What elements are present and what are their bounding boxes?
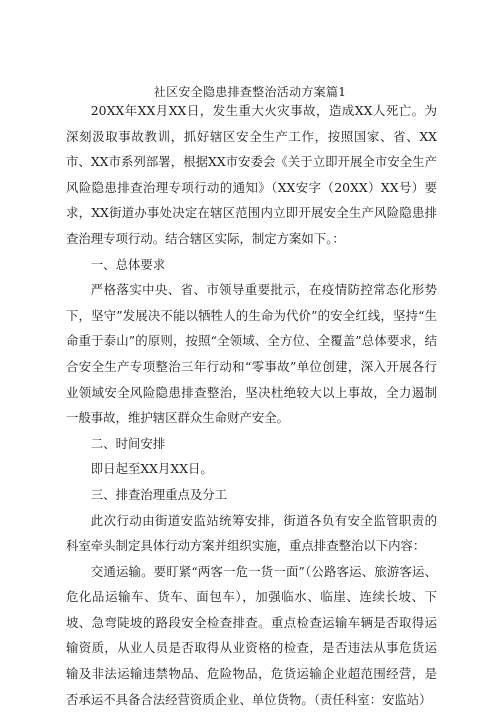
section-heading-schedule: 二、时间安排	[90, 435, 166, 451]
general-requirements-paragraph: 严格落实中央、省、市领导重要批示，在疫情防控常态化形势下，坚守”发展决不能以牺牲人的生命为代价”的安全红线，坚持“生命重于泰山”的原则，按照“全领域、全方位、全覆盖”总体要求，结合安全生产专项整治三年行动和“零事故”单位创建，深入开展各行业领域安全风险隐患排查整治，坚决杜绝较大以上事故，全力遏制一般事故，维护辖区群众生命财产安全。	[66, 282, 437, 426]
schedule-paragraph: 即日起至XX月XX日。	[90, 461, 213, 477]
section-heading-general-requirements: 一、总体要求	[90, 256, 166, 272]
section-heading-key-points: 三、排查治理重点及分工	[90, 486, 228, 502]
document-title: 社区安全隐患排查整治活动方案篇1	[153, 85, 347, 99]
document-body	[66, 98, 437, 712]
intro-paragraph: 20XX年XX月XX日，发生重大火灾事故，造成XX人死亡。为深刻汲取事故教训，抓好辖区安全生产工作，按照国家、省、XX市、XX市系列部署，根据XX市安委会《关于立即开展全市安全生产风险隐患排查治理专项行动的通知》（XX安字（20XX）XX号）要求，XX街道办事处决定在辖区范围内立即开展安全生产风险隐患排查治理专项行动。结合辖区实际，制定方案如下。：	[66, 103, 437, 246]
key-points-paragraph: 此次行动由街道安监站统筹安排，街道各负有安全监管职责的科室牵头制定具体行动方案并组织实施，重点排查整治以下内容：	[66, 512, 437, 554]
transport-paragraph: 交通运输。要盯紧“两客一危一货一面”（公路客运、旅游客运、危化品运输车、货车、面包车），加强临水、临崖、连续长坡、下坡、急弯陡坡的路段安全检查排查。重点检查运输车辆是否取得运输资质，从业人员是否取得从业资格的检查，是否违法从事危货运输及非法运输违禁物品、危险物品，危货运输企业超范围经营，是否承运不具备合法经营资质企业、单位货物。（责任科室：安监站）	[66, 563, 437, 707]
